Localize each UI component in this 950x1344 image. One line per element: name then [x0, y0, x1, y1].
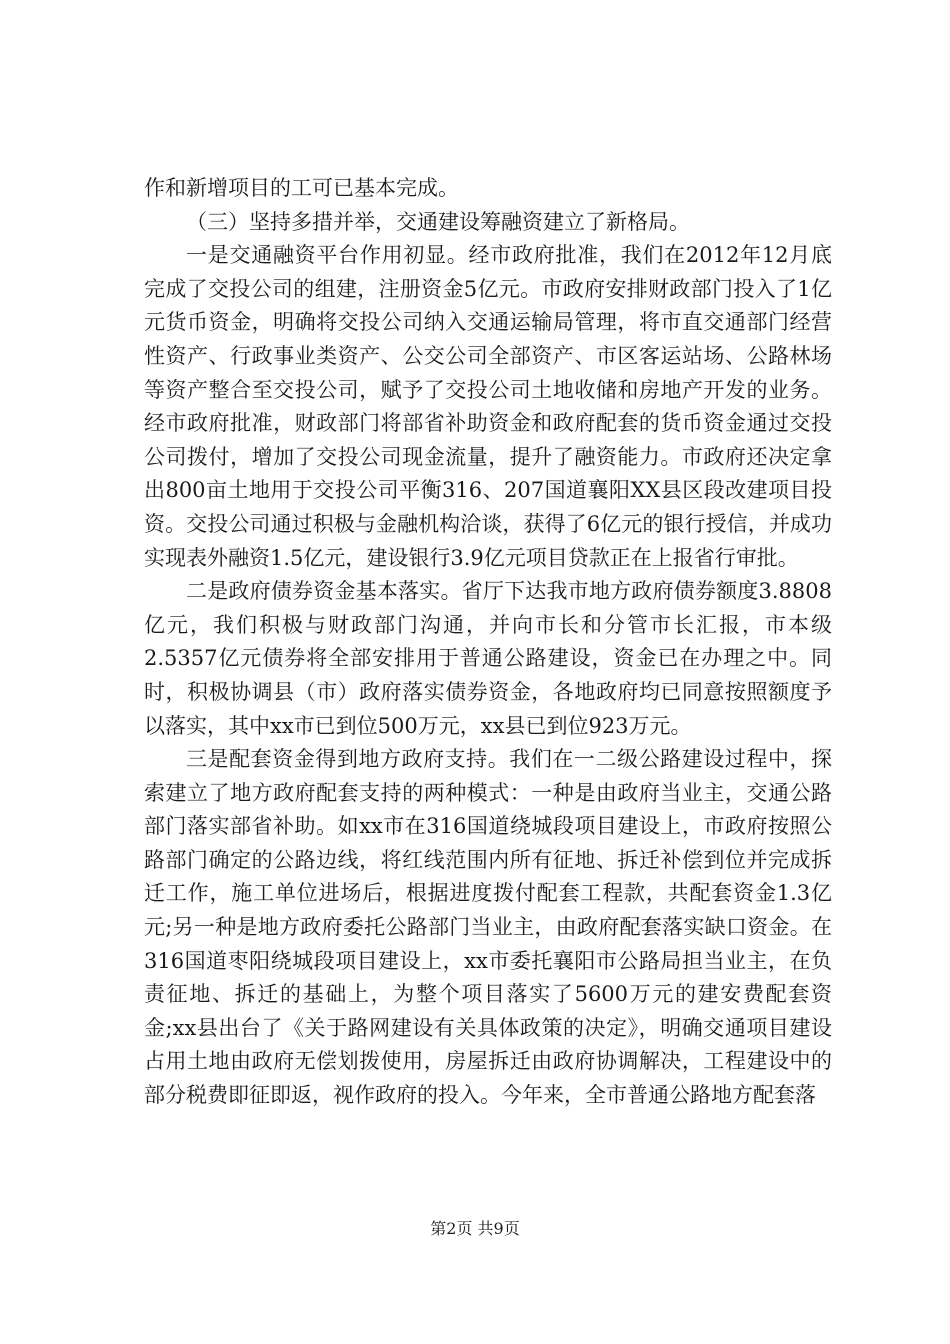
- paragraph-continuation: 作和新增项目的工可已基本完成。: [144, 176, 459, 200]
- paragraph-financing-platform: 一是交通融资平台作用初显。经市政府批准，我们在2012年12月底完成了交投公司的组建，注册资金5亿元。市政府安排财政部门投入了1亿元货币资金，明确将交投公司纳入交通运输局管理，将市直交通部门经营性资产、行政事业类资产、公交公司全部资产、市区客运站场、公路林场等资产整合至交投公司，赋予了交投公司土地收储和房地产开发的业务。经市政府批准，财政部门将部省补助资金和政府配套的货币资金通过交投公司拨付，增加了交投公司现金流量，提升了融资能力。市政府还决定拿出800亩土地用于交投公司平衡316、207国道襄阳XX县区段改建项目投资。交投公司通过积极与金融机构洽谈，获得了6亿元的银行授信，并成功实现表外融资1.5亿元，建设银行3.9亿元项目贷款正在上报省行审批。: [144, 243, 832, 570]
- page-footer: 第2页 共9页: [430, 1219, 520, 1238]
- paragraph-government-bonds: 二是政府债券资金基本落实。省厅下达我市地方政府债券额度3.8808亿元，我们积极与财政部门沟通，并向市长和分管市长汇报，市本级2.5357亿元债券将全部安排用于普通公路建设，资金已在办理之中。同时，积极协调县（市）政府落实债券资金，各地政府均已同意按照额度予以落实，其中xx市已到位500万元，xx县已到位923万元。: [144, 579, 832, 738]
- section-heading: （三）坚持多措并举，交通建设筹融资建立了新格局。: [186, 209, 690, 234]
- document-body: [144, 172, 832, 1113]
- paragraph-matching-funds: 三是配套资金得到地方政府支持。我们在一二级公路建设过程中，探索建立了地方政府配套支持的两种模式：一种是由政府当业主，交通公路部门落实部省补助。如xx市在316国道绕城段项目建设上，市政府按照公路部门确定的公路边线，将红线范围内所有征地、拆迁补偿到位并完成拆迁工作，施工单位进场后，根据进度拨付配套工程款，共配套资金1.3亿元;另一种是地方政府委托公路部门当业主，由政府配套落实缺口资金。在316国道枣阳绕城段项目建设上，xx市委托襄阳市公路局担当业主，在负责征地、拆迁的基础上，为整个项目落实了5600万元的建安费配套资金;xx县出台了《关于路网建设有关具体政策的决定》，明确交通项目建设占用土地由政府无偿划拨使用，房屋拆迁由政府协调解决，工程建设中的部分税费即征即返，视作政府的投入。今年来，全市普通公路地方配套落: [144, 747, 832, 1108]
